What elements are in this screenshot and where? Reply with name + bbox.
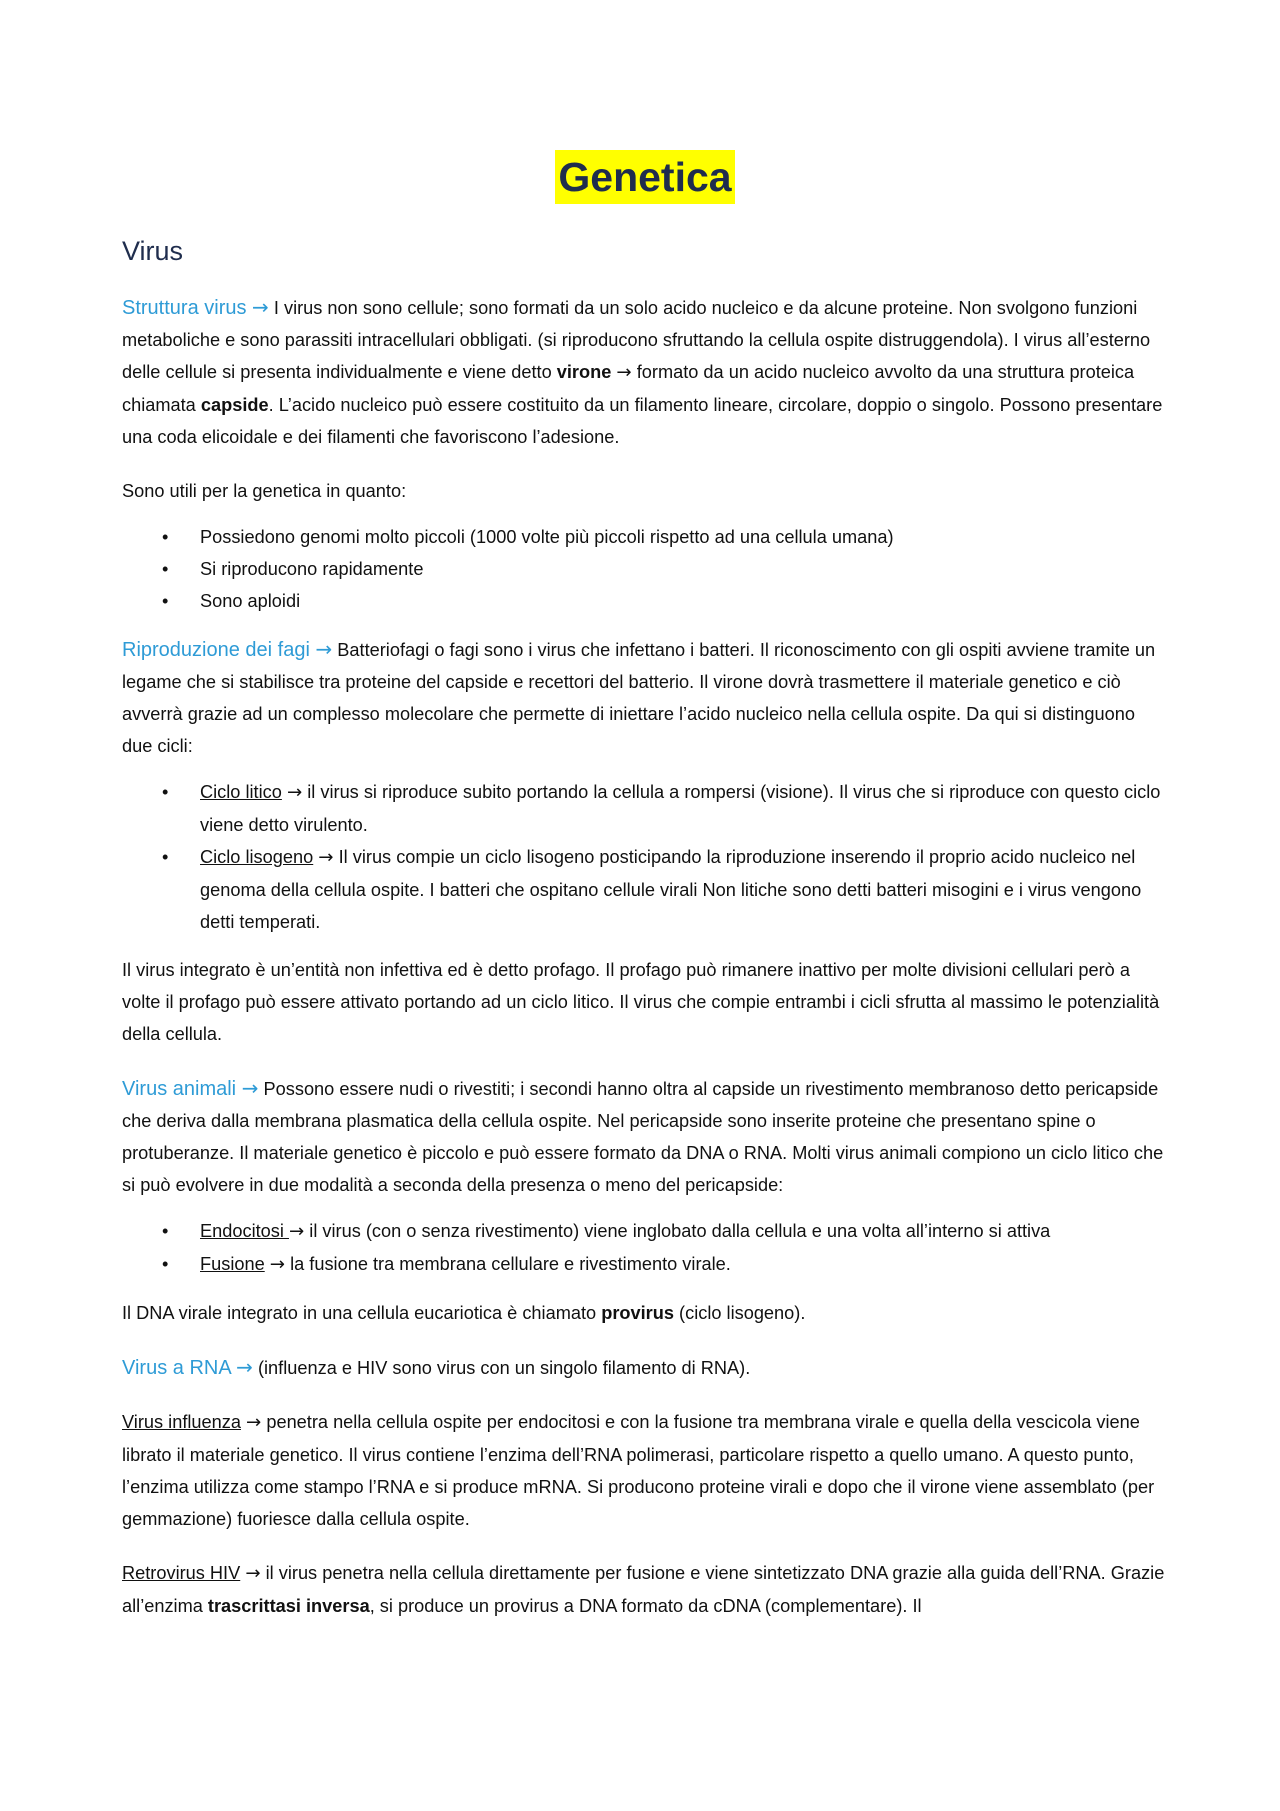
bullet-icon: •	[162, 559, 169, 579]
list-item: • Fusione → la fusione tra membrana cellulare e rivestimento virale.	[122, 1248, 1168, 1281]
lead-riproduzione-fagi: Riproduzione dei fagi →	[122, 637, 333, 661]
bullet-icon: •	[162, 591, 169, 611]
bullet-icon: •	[162, 1254, 169, 1274]
paragraph-virus-animali: Virus animali → Possono essere nudi o rivestiti; i secondi hanno oltra al capside un rivestimento membranoso detto pericapside che deriva dalla membrana plasmatica della cellula ospite. Nel pericapside sono inserite proteine che presentano spine o protuberanze. Il materiale genetico è piccolo e può essere formato da DNA o RNA. Molti virus animali compiono un ciclo litico che si può evolvere in due modalità a seconda della presenza o meno del pericapside:	[122, 1076, 1164, 1195]
arrow-icon: →	[245, 1563, 261, 1584]
paragraph-retrovirus-hiv: Retrovirus HIV → il virus penetra nella cellula direttamente per fusione e viene sintetizzato DNA grazie alla guida dell’RNA. Grazie all’enzima trascrittasi inversa, si produce un provirus a DNA formato da cDNA (complementare). Il	[122, 1563, 1165, 1616]
arrow-icon: →	[252, 295, 269, 319]
paragraph-profago: Il virus integrato è un’entità non infettiva ed è detto profago. Il profago può rimanere inattivo per molte divisioni cellulari però a volte il profago può essere attivato portando ad un ciclo litico. Il virus che compie entrambi i cicli sfrutta al massimo le potenzialità della cellula.	[122, 960, 1160, 1044]
list-item: • Possiedono genomi molto piccoli (1000 volte più piccoli rispetto ad una cellula umana)	[122, 521, 1168, 553]
list-item: • Sono aploidi	[122, 585, 1168, 617]
list-modalita	[122, 1215, 1168, 1281]
paragraph-struttura-virus: Struttura virus → I virus non sono cellule; sono formati da un solo acido nucleico e da alcune proteine. Non svolgono funzioni metaboliche e sono parassiti intracellulari obbligati. (si riproducono sfruttando la cellula ospite distruggendola). I virus all’esterno delle cellule si presenta individualmente e viene detto virone → formato da un acido nucleico avvolto da una struttura proteica chiamata capside. L’acido nucleico può essere costituito da un filamento lineare, circolare, doppio o singolo. Possono presentare una coda elicoidale e dei filamenti che favoriscono l’adesione.	[122, 295, 1163, 447]
arrow-icon: →	[241, 1076, 259, 1100]
arrow-icon: →	[616, 362, 632, 383]
title-wrap	[122, 150, 1168, 204]
section-heading-virus: Virus	[122, 236, 184, 266]
bullet-icon: •	[162, 1221, 169, 1241]
arrow-icon: →	[246, 1412, 262, 1433]
list-item: • Ciclo lisogeno → Il virus compie un ciclo lisogeno posticipando la riproduzione inserendo il proprio acido nucleico nel genoma della cellula ospite. I batteri che ospitano cellule virali Non litiche sono detti batteri misogini e i virus vengono detti temperati.	[122, 841, 1168, 938]
list-utili	[122, 521, 1168, 617]
arrow-icon: →	[318, 847, 334, 868]
list-item: • Si riproducono rapidamente	[122, 553, 1168, 585]
list-cicli	[122, 776, 1168, 938]
list-item: • Endocitosi → il virus (con o senza rivestimento) viene inglobato dalla cellula e una volta all’interno si attiva	[122, 1215, 1168, 1248]
arrow-icon: →	[288, 1221, 305, 1242]
arrow-icon: →	[236, 1355, 253, 1379]
arrow-icon: →	[315, 637, 333, 661]
bullet-icon: •	[162, 782, 169, 802]
arrow-icon: →	[269, 1254, 286, 1275]
paragraph-virus-rna: Virus a RNA → (influenza e HIV sono virus con un singolo filamento di RNA).	[122, 1355, 751, 1379]
lead-struttura-virus: Struttura virus →	[122, 295, 269, 319]
document-page	[122, 150, 1168, 1644]
paragraph-utili: Sono utili per la genetica in quanto:	[122, 481, 407, 501]
list-item: • Ciclo litico → il virus si riproduce subito portando la cellula a rompersi (visione). Il virus che si riproduce con questo ciclo viene detto virulento.	[122, 776, 1168, 841]
arrow-icon: →	[286, 782, 303, 803]
page-title: Genetica	[555, 150, 734, 204]
lead-virus-rna: Virus a RNA →	[122, 1355, 253, 1379]
paragraph-virus-influenza: Virus influenza → penetra nella cellula ospite per endocitosi e con la fusione tra membrana virale e quella della vescicola viene librato il materiale genetico. Il virus contiene l’enzima dell’RNA polimerasi, particolare rispetto a quello umano. A questo punto, l’enzima utilizza come stampo l’RNA e si produce mRNA. Si producono proteine virali e dopo che il virone viene assemblato (per gemmazione) fuoriesce dalla cellula ospite.	[122, 1412, 1155, 1529]
bullet-icon: •	[162, 527, 169, 547]
paragraph-riproduzione-fagi: Riproduzione dei fagi → Batteriofagi o fagi sono i virus che infettano i batteri. Il riconoscimento con gli ospiti avviene tramite un legame che si stabilisce tra proteine del capside e recettori del batterio. Il virone dovrà trasmettere il materiale genetico e ciò avverrà grazie ad un complesso molecolare che permette di iniettare l’acido nucleico nella cellula ospite. Da qui si distinguono due cicli:	[122, 637, 1156, 756]
bullet-icon: •	[162, 847, 169, 867]
lead-virus-animali: Virus animali →	[122, 1076, 259, 1100]
paragraph-provirus: Il DNA virale integrato in una cellula eucariotica è chiamato provirus (ciclo lisogeno).	[122, 1303, 806, 1323]
